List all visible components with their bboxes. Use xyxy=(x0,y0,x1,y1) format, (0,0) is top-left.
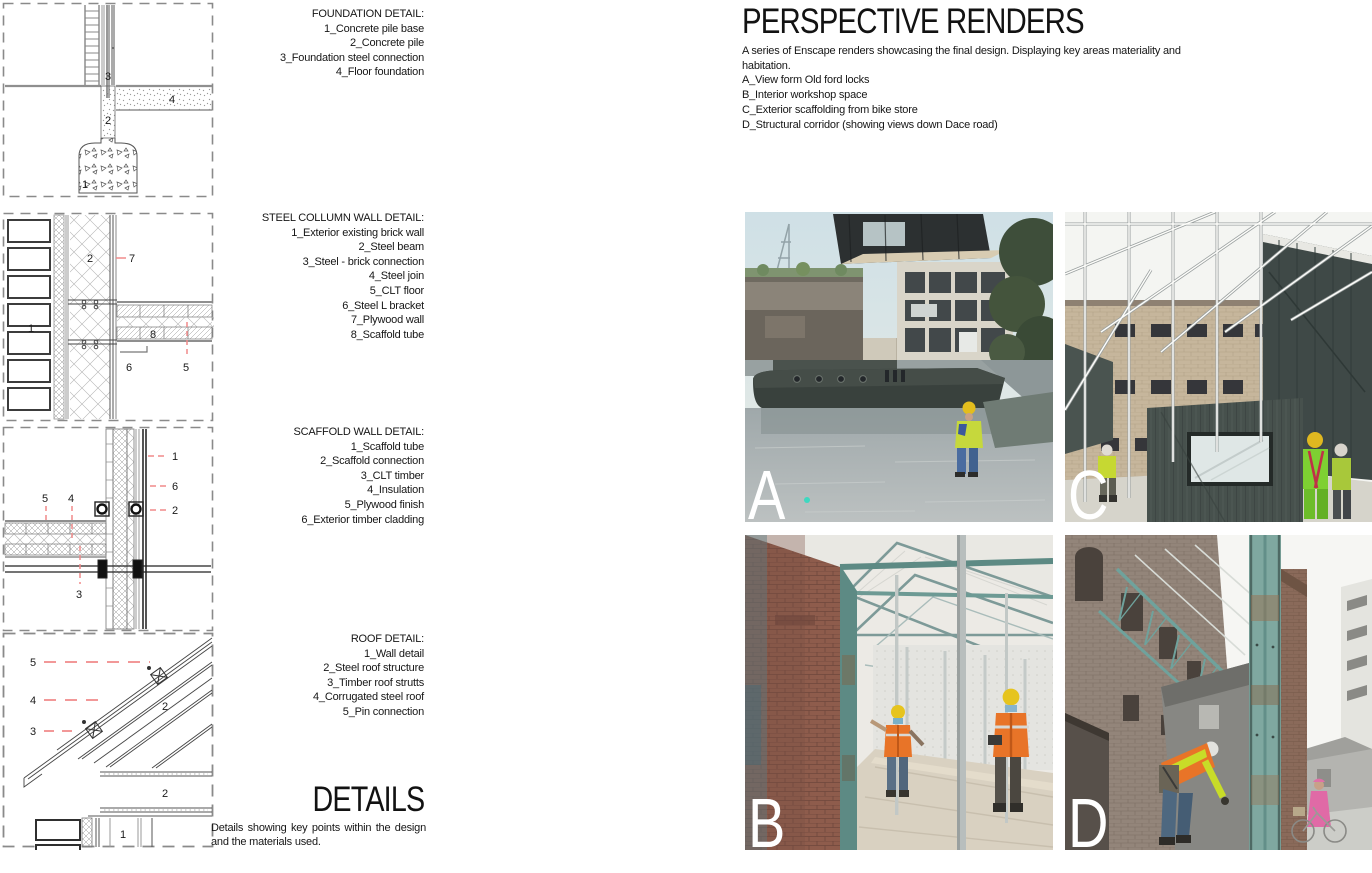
details-title: DETAILS xyxy=(312,780,424,819)
callout-5: 5 xyxy=(42,493,49,505)
callout-5: 5 xyxy=(30,657,37,669)
wall-assembly xyxy=(106,429,146,629)
callout-4: 4 xyxy=(169,94,176,106)
callout-3: 3 xyxy=(76,589,83,601)
render-a-image xyxy=(745,212,1053,522)
list-item: 1_Concrete pile base xyxy=(324,22,424,35)
list-item: 3_CLT timber xyxy=(360,469,424,482)
concrete-pile xyxy=(101,86,115,138)
callout-5: 5 xyxy=(183,362,190,374)
render-b-label: B xyxy=(748,784,786,850)
list-item: 4_Insulation xyxy=(367,484,424,497)
callout-2: 2 xyxy=(87,253,94,265)
floor-foundation xyxy=(116,88,212,110)
list-item: 6_Steel L bracket xyxy=(342,299,424,312)
render-d-image xyxy=(1065,535,1372,850)
section-heading: ROOF DETAIL: xyxy=(350,633,424,645)
steel-l-bracket xyxy=(120,346,147,352)
callout-4: 4 xyxy=(68,493,75,505)
caption-d: D_Structural corridor (showing views down Dace road) xyxy=(742,118,998,131)
list-item: 4_Floor foundation xyxy=(335,66,424,79)
list-item: 1_Exterior existing brick wall xyxy=(291,226,424,239)
callout-6: 6 xyxy=(172,481,179,493)
floor-assembly xyxy=(5,521,106,557)
perspective-renders-title: PERSPECTIVE RENDERS xyxy=(742,2,1084,41)
callout-8: 8 xyxy=(150,329,157,341)
render-b-image xyxy=(745,535,1053,850)
list-item: 4_Corrugated steel roof xyxy=(313,691,424,704)
scaffold-wall-detail-list xyxy=(164,425,424,527)
section-heading: STEEL COLLUMN WALL DETAIL: xyxy=(261,212,424,224)
list-item: 2_Concrete pile xyxy=(349,37,424,50)
render-c-image xyxy=(1065,212,1372,522)
callout-2a: 2 xyxy=(162,701,169,713)
section-heading: FOUNDATION DETAIL: xyxy=(311,8,424,20)
background-building xyxy=(745,262,863,366)
list-item: 3_Steel - brick connection xyxy=(302,255,424,268)
list-item: 8_Scaffold tube xyxy=(350,328,424,341)
callout-4: 4 xyxy=(30,695,37,707)
callout-1: 1 xyxy=(120,829,127,841)
list-item: 7_Plywood wall xyxy=(350,314,424,327)
renders-intro xyxy=(742,44,1194,132)
caption-b: B_Interior workshop space xyxy=(742,89,868,102)
list-item: 6_Exterior timber cladding xyxy=(301,513,424,526)
steel-beam xyxy=(100,772,212,812)
wall-section xyxy=(85,5,114,98)
callout-2b: 2 xyxy=(162,788,169,800)
list-item: 5_Plywood finish xyxy=(344,498,424,511)
list-item: 4_Steel join xyxy=(368,270,424,283)
caption-a: A_View form Old ford locks xyxy=(742,74,870,87)
cantilever-box xyxy=(833,214,1007,264)
callout-1: 1 xyxy=(82,179,89,191)
render-a-label: A xyxy=(748,456,786,522)
renders-intro-text: A series of Enscape renders showcasing the final design. Displaying key areas materiality and habitation. xyxy=(742,45,1181,72)
foreground-timber-box xyxy=(1147,398,1303,522)
list-item: 3_Timber roof strutts xyxy=(327,676,424,689)
callout-2: 2 xyxy=(172,505,179,517)
existing-brick-wall xyxy=(8,220,50,410)
list-item: 2_Steel roof structure xyxy=(323,662,424,675)
callout-2: 2 xyxy=(105,115,112,127)
section-heading: SCAFFOLD WALL DETAIL: xyxy=(293,426,424,438)
callout-1: 1 xyxy=(172,451,179,463)
render-c-label: C xyxy=(1068,456,1109,522)
list-item: 5_Pin connection xyxy=(342,705,424,718)
details-caption: Details showing key points within the design and the materials used. xyxy=(211,822,426,848)
callout-3: 3 xyxy=(105,71,112,83)
list-item: 1_Scaffold tube xyxy=(350,440,424,453)
callout-1: 1 xyxy=(28,323,35,335)
list-item: 2_Scaffold connection xyxy=(320,455,424,468)
list-item: 1_Wall detail xyxy=(364,647,424,660)
caption-c: C_Exterior scaffolding from bike store xyxy=(742,103,918,116)
steel-column-wall-detail-list xyxy=(164,211,424,342)
list-item: 3_Foundation steel connection xyxy=(279,51,424,64)
list-item: 5_CLT floor xyxy=(369,284,424,297)
render-d-label: D xyxy=(1068,784,1109,850)
verdigris-column xyxy=(1249,535,1281,850)
insulation-cavity xyxy=(70,215,110,419)
callout-6: 6 xyxy=(126,362,133,374)
list-item: 2_Steel beam xyxy=(358,241,424,254)
callout-7: 7 xyxy=(129,253,136,265)
roof-detail-list xyxy=(164,632,424,720)
callout-3: 3 xyxy=(30,726,37,738)
foundation-detail-list xyxy=(164,7,424,80)
